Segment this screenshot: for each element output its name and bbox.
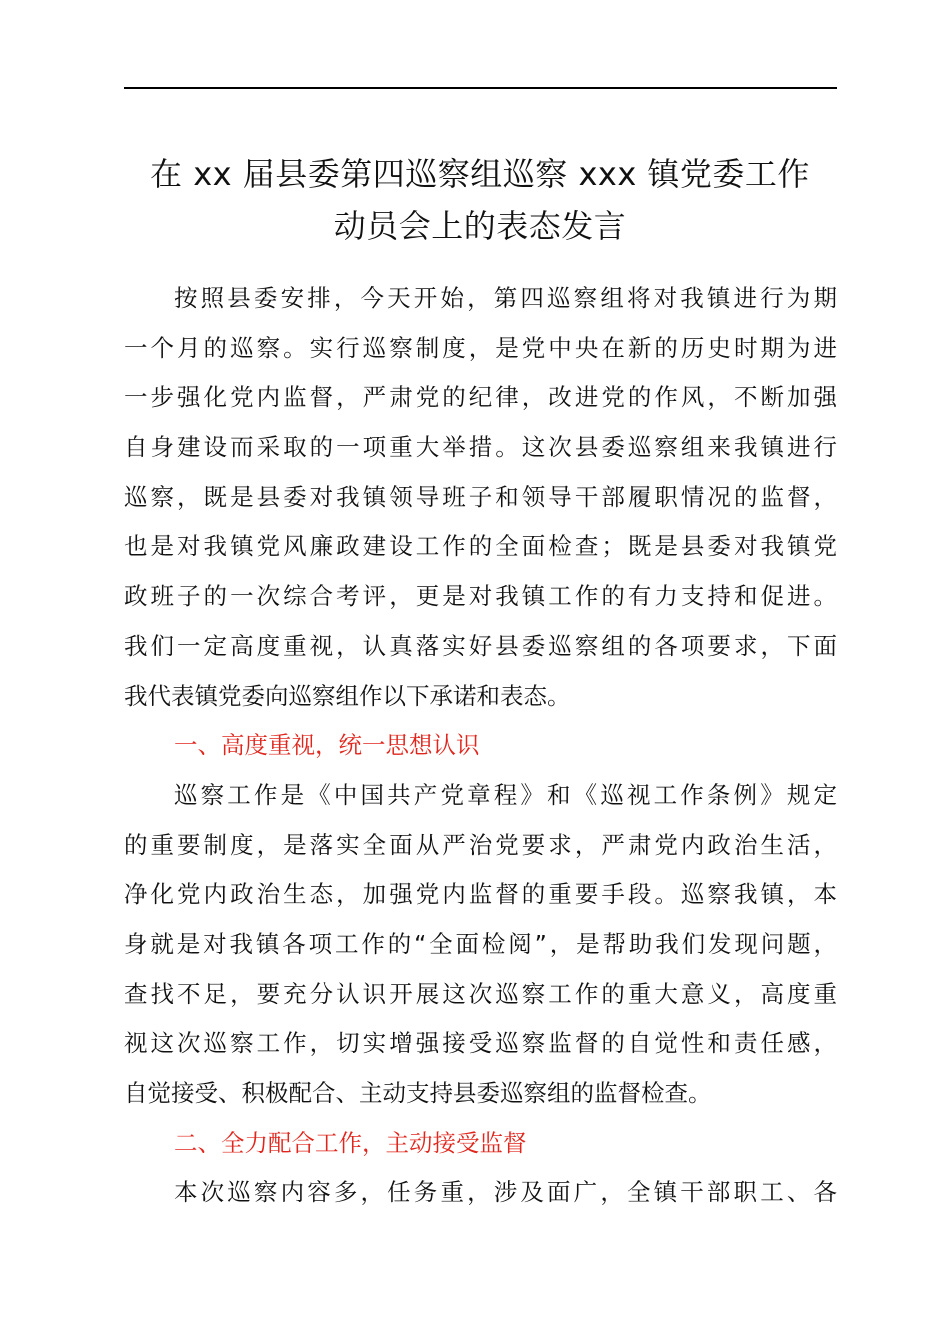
paragraph-1-line: 自身建设而采取的一项重大举措。这次县委巡察组来我镇进行 xyxy=(124,433,837,462)
paragraph-1-line: 一个月的巡察。实行巡察制度，是党中央在新的历史时期为进 xyxy=(124,333,837,362)
paragraph-2-line: 查找不足，要充分认识开展这次巡察工作的重大意义，高度重 xyxy=(124,979,837,1008)
header-rule xyxy=(124,87,837,89)
paragraph-1-line: 政班子的一次综合考评，更是对我镇工作的有力支持和促进。 xyxy=(124,582,837,611)
paragraph-1-line: 巡察，既是县委对我镇领导班子和领导干部履职情况的监督， xyxy=(124,482,837,511)
paragraph-2-line: 身就是对我镇各项工作的“全面检阅”，是帮助我们发现问题， xyxy=(124,929,837,958)
paragraph-1-line: 我代表镇党委向巡察组作以下承诺和表态。 xyxy=(124,681,571,710)
section-heading-1: 一、高度重视，统一思想认识 xyxy=(174,731,480,760)
paragraph-2-line: 视这次巡察工作，切实增强接受巡察监督的自觉性和责任感， xyxy=(124,1029,837,1058)
section-heading-2: 二、全力配合工作，主动接受监督 xyxy=(174,1128,527,1157)
paragraph-2-line: 净化党内政治生态，加强党内监督的重要手段。巡察我镇，本 xyxy=(124,880,837,909)
paragraph-1-line: 也是对我镇党风廉政建设工作的全面检查；既是县委对我镇党 xyxy=(124,532,837,561)
paragraph-3-line: 本次巡察内容多，任务重，涉及面广，全镇干部职工、各 xyxy=(174,1178,837,1207)
paragraph-1-line: 我们一定高度重视，认真落实好县委巡察组的各项要求，下面 xyxy=(124,631,837,660)
page-title xyxy=(110,148,850,252)
paragraph-1-line: 按照县委安排，今天开始，第四巡察组将对我镇进行为期 xyxy=(174,284,837,312)
paragraph-2-line: 的重要制度，是落实全面从严治党要求，严肃党内政治生活， xyxy=(124,830,837,859)
title-line-2: 动员会上的表态发言 xyxy=(333,207,627,245)
paragraph-1-line: 一步强化党内监督，严肃党的纪律，改进党的作风，不断加强 xyxy=(124,383,837,412)
paragraph-2-line: 自觉接受、积极配合、主动支持县委巡察组的监督检查。 xyxy=(124,1079,712,1107)
title-line-1: 在 xx 届县委第四巡察组巡察 xxx 镇党委工作 xyxy=(150,155,810,193)
paragraph-2-line: 巡察工作是《中国共产党章程》和《巡视工作条例》规定 xyxy=(174,780,837,809)
body-text xyxy=(124,274,837,1218)
